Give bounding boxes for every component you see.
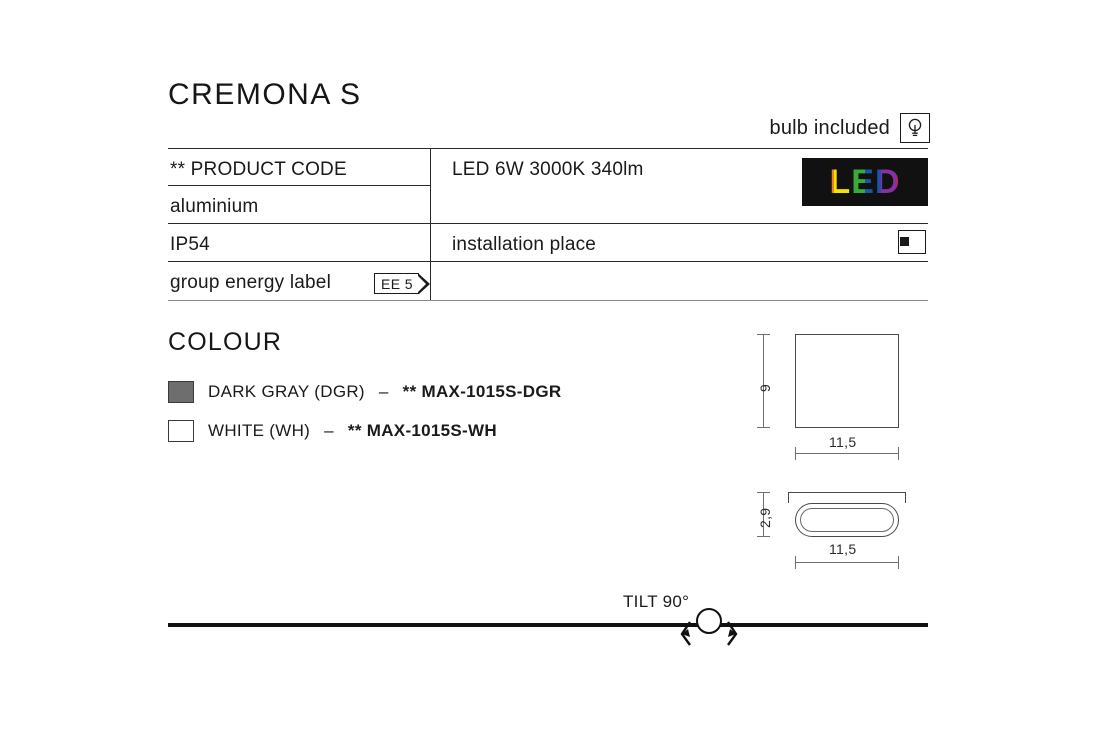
front-width-tick-left bbox=[795, 447, 796, 460]
colour-swatch-white bbox=[168, 420, 194, 442]
front-width-label: 11,5 bbox=[829, 434, 857, 450]
spec-right-0: LED 6W 3000K 340lm bbox=[452, 159, 644, 180]
tilt-label: TILT 90° bbox=[623, 592, 690, 611]
spec-left-1: aluminium bbox=[170, 196, 259, 217]
spec-rule-2 bbox=[168, 223, 430, 224]
front-width-tick-right bbox=[898, 447, 899, 460]
lamp-side-stub-right bbox=[905, 492, 906, 503]
colour-swatch-dark-gray bbox=[168, 381, 194, 403]
colour-code-dark-gray: ** MAX-1015S-DGR bbox=[402, 382, 562, 401]
colour-option-dark-gray bbox=[168, 381, 561, 403]
bulb-included-row bbox=[770, 113, 930, 143]
spec-divider bbox=[430, 148, 431, 300]
led-logo bbox=[802, 158, 928, 206]
installation-place-icon bbox=[898, 230, 926, 254]
tilt-mounting-bar bbox=[168, 623, 928, 627]
spec-rule-2b bbox=[430, 223, 928, 224]
bulb-included-label: bulb included bbox=[769, 116, 890, 139]
front-height-tick-top bbox=[757, 334, 770, 335]
page-title: CREMONA S bbox=[168, 78, 362, 111]
front-width-dimline bbox=[795, 453, 899, 454]
bulb-icon bbox=[900, 113, 930, 143]
side-height-tick-top bbox=[757, 492, 770, 493]
colour-separator-1: – bbox=[324, 421, 334, 440]
lamp-side-mount-line bbox=[788, 492, 906, 493]
led-logo-mask bbox=[802, 158, 928, 206]
side-width-tick-right bbox=[898, 556, 899, 569]
lamp-side-view bbox=[795, 503, 899, 537]
front-height-tick-bottom bbox=[757, 427, 770, 428]
spec-rule-top bbox=[168, 148, 928, 149]
front-height-label: 9 bbox=[757, 383, 773, 392]
spec-left-3: group energy label bbox=[170, 272, 331, 293]
colour-code-white: ** MAX-1015S-WH bbox=[347, 421, 497, 440]
front-height-dimline bbox=[763, 334, 764, 428]
colour-separator-0: – bbox=[378, 382, 389, 401]
lamp-side-inner bbox=[800, 508, 894, 532]
side-width-dimline bbox=[795, 562, 899, 563]
energy-label-badge bbox=[374, 273, 430, 294]
side-width-tick-left bbox=[795, 556, 796, 569]
colour-name-white: WHITE (WH) bbox=[208, 421, 311, 440]
lamp-side-stub-left bbox=[788, 492, 789, 503]
energy-label-arrow bbox=[419, 274, 430, 294]
spec-rule-3 bbox=[168, 261, 430, 262]
spec-rule-bottom bbox=[168, 300, 928, 301]
tilt-arrows-icon bbox=[676, 620, 742, 648]
spec-right-2: installation place bbox=[452, 234, 597, 255]
colour-name-dark-gray: DARK GRAY (DGR) bbox=[208, 382, 365, 401]
spec-rule-1 bbox=[168, 185, 430, 186]
spec-table bbox=[168, 148, 928, 302]
bulb-glyph-svg bbox=[906, 117, 924, 139]
spec-left-2: IP54 bbox=[170, 234, 210, 255]
lamp-front-view bbox=[795, 334, 899, 428]
colour-heading: COLOUR bbox=[168, 328, 283, 356]
side-width-label: 11,5 bbox=[829, 541, 857, 557]
colour-option-white bbox=[168, 420, 497, 442]
spec-left-0: ** PRODUCT CODE bbox=[170, 159, 347, 180]
side-height-label: 2,9 bbox=[757, 507, 773, 528]
energy-label-text: EE 5 bbox=[374, 273, 419, 294]
side-height-tick-bottom bbox=[757, 536, 770, 537]
spec-rule-3b bbox=[430, 261, 928, 262]
